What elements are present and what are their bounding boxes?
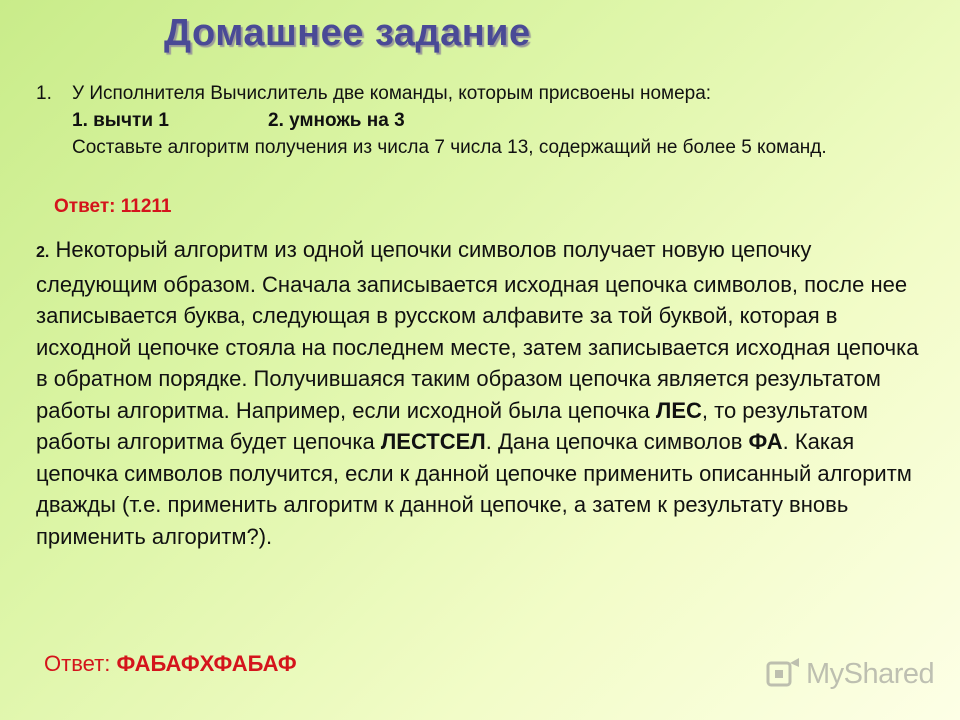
myshared-logo-icon: [766, 657, 802, 691]
watermark-text: MyShared: [806, 657, 935, 690]
task-1-number: 1.: [36, 83, 52, 104]
page-title: Домашнее задание: [164, 12, 531, 54]
command-1: 1. вычти 1: [72, 110, 169, 131]
task-2-number: 2.: [36, 244, 50, 261]
task-1-instruction: Составьте алгоритм получения из числа 7 числа 13, содержащий не более 5 команд.: [72, 137, 827, 158]
task-1-answer: Ответ: 11211: [54, 196, 172, 217]
given-string: ФА: [748, 429, 783, 454]
task-1: [36, 80, 932, 161]
watermark: [766, 654, 935, 694]
task-2-answer: [44, 651, 297, 677]
command-2: 2. умножь на 3: [268, 110, 405, 131]
example-output: ЛЕСТСЕЛ: [380, 429, 486, 454]
task-2-text-c: . Дана цепочка символов: [485, 429, 749, 454]
task-1-line-1: У Исполнителя Вычислитель две команды, которым присвоены номера:: [72, 83, 712, 104]
task-2-answer-label: Ответ:: [44, 651, 117, 676]
task-2-answer-value: ФАБАФХФАБАФ: [116, 651, 297, 676]
task-2-text-a: Некоторый алгоритм из одной цепочки символов получает новую цепочку следующим образом. Сначала записывается исходная цепочка символов, после нее записывается буква, следующая в русском алфавите за той буквой, которая в исходной цепочке стояла на последнем месте, затем записывается исходная цепочка в обратном порядке. Получившаяся таким образом цепочка является результатом работы алгоритма. Например, если исходной была цепочка: [36, 237, 919, 423]
task-2-text-b: , то результатом работы алгоритма будет цепочка: [36, 397, 869, 454]
example-input: ЛЕС: [655, 397, 702, 423]
task-1-commands: [72, 107, 932, 134]
task-1-body: [72, 80, 932, 161]
task-2: [36, 234, 926, 552]
task-2-text-d: . Какая цепочка символов получится, если к данной цепочке применить описанный алгоритм дважды (т.е. применить алгоритм к данной цепочке, а затем к результату вновь применить алгоритм?).: [36, 429, 912, 549]
